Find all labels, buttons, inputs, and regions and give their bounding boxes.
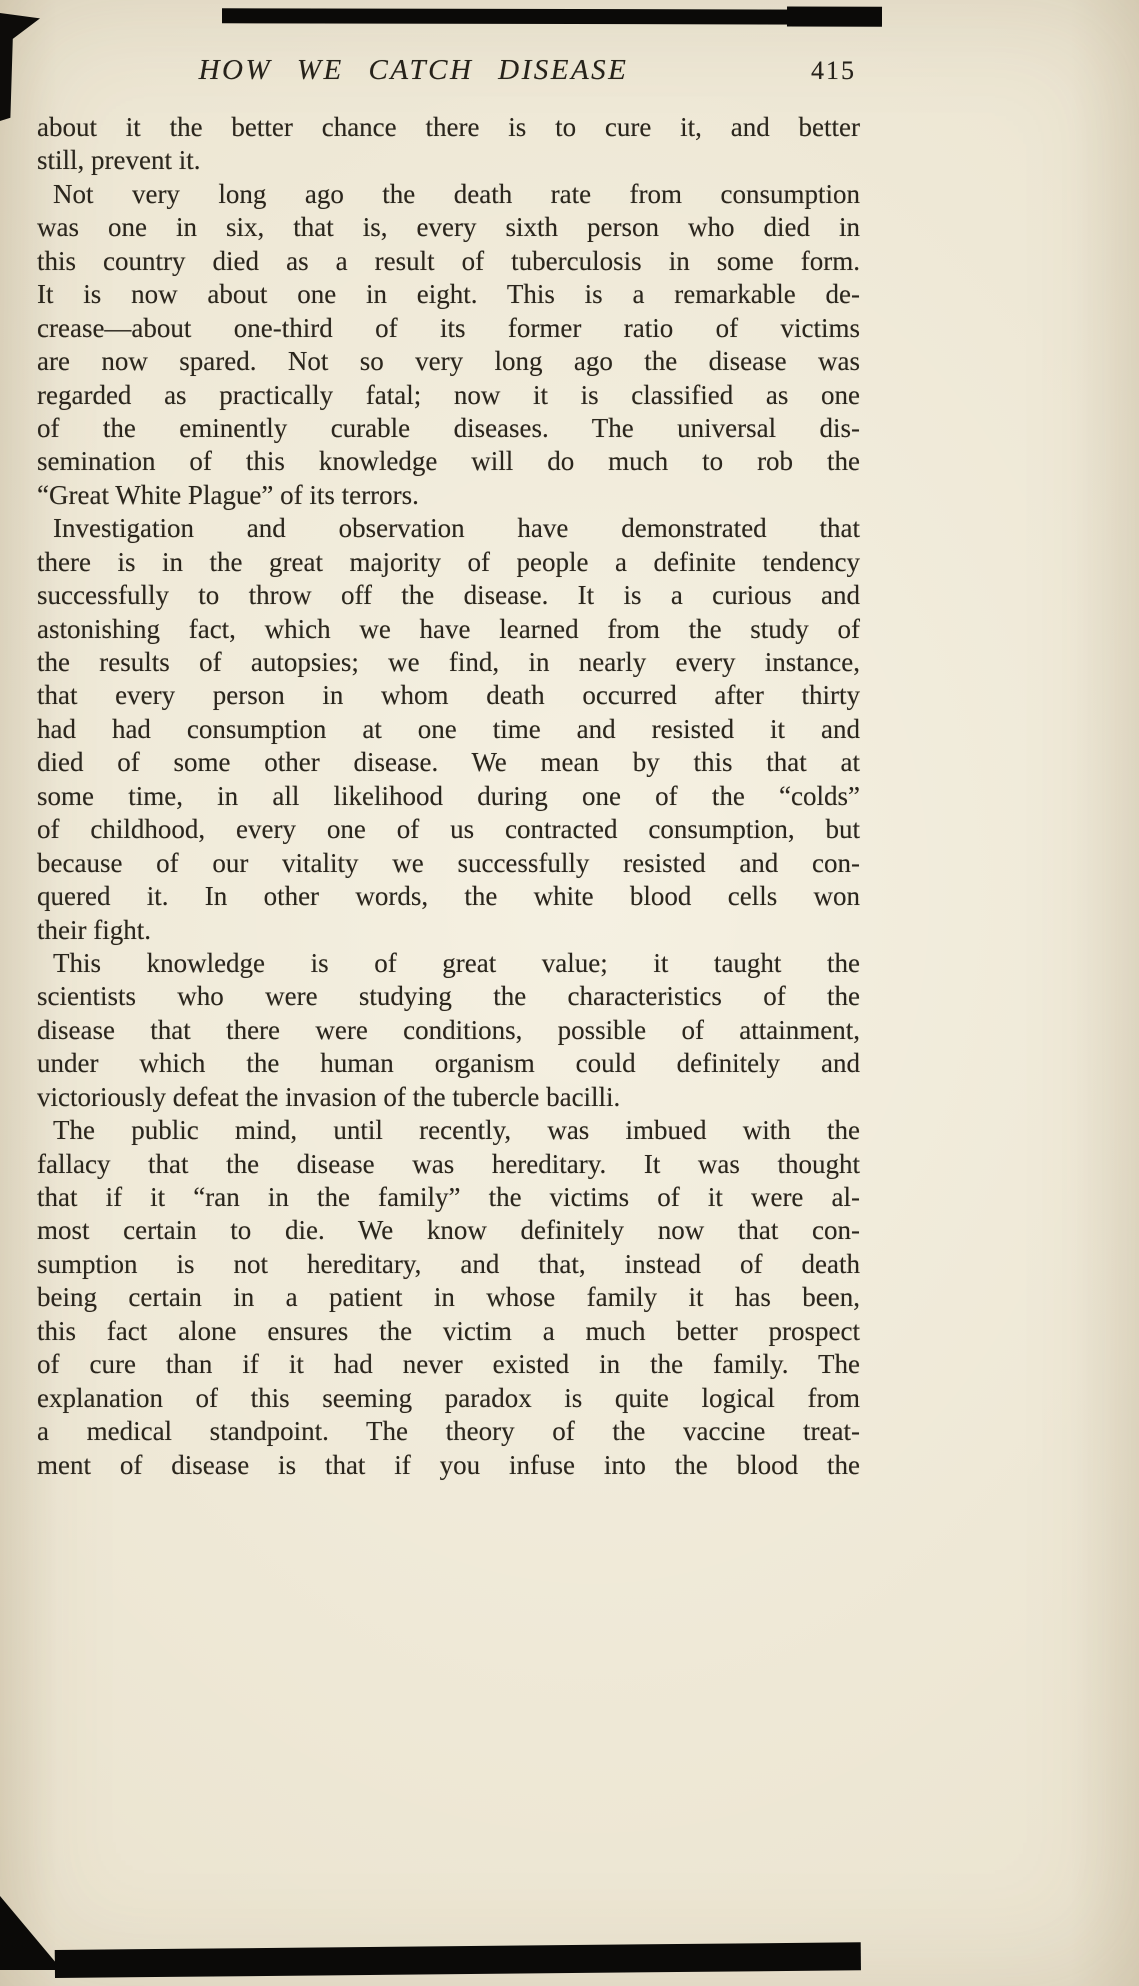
paragraph [37,178,860,512]
paragraph [37,947,860,1114]
text-line: disease that there were conditions, possible of attainment, [37,1014,860,1045]
text-line: that if it “ran in the family” the victims of it were al- [37,1182,860,1212]
page-number: 415 [811,56,856,85]
page-title: HOW WE CATCH DISEASE [198,54,629,86]
text-line: semination of this knowledge will do much to rob the [37,446,860,477]
paragraph [37,111,860,178]
text-line: Investigation and observation have demonstrated that [53,513,860,544]
text-line: that every person in whom death occurred after thirty [37,680,860,711]
running-header [37,54,860,94]
paragraph [37,512,860,947]
scan-bottom-bar [55,1942,861,1978]
text-line: this country died as a result of tuberculosis in some form. [37,245,860,276]
scan-top-left-mark [0,13,40,121]
text-line: quered it. In other words, the white blood cells won [37,881,860,912]
text-line: are now spared. Not so very long ago the disease was [37,346,860,377]
text-line: regarded as practically fatal; now it is classified as one [37,379,860,410]
text-line: under which the human organism could definitely and [37,1048,860,1079]
text-line: died of some other disease. We mean by this that at [37,747,860,778]
text-line: scientists who were studying the characteristics of the [37,981,860,1012]
paragraph [37,1114,860,1482]
text-line: The public mind, until recently, was imbued with the [53,1115,860,1146]
text-line: astonishing fact, which we have learned from the study of [37,613,860,644]
text-line: the results of autopsies; we find, in nearly every instance, [37,647,860,677]
text-line: victoriously defeat the invasion of the tubercle bacilli. [37,1081,621,1112]
text-line: successfully to throw off the disease. It is a curious and [37,580,860,611]
scan-top-bar [222,8,882,24]
text-line: their fight. [37,914,151,945]
text-line: fallacy that the disease was hereditary. It was thought [37,1148,860,1179]
text-line: about it the better chance there is to cure it, and better [37,112,860,142]
text-line: of cure than if it had never existed in the family. The [37,1349,860,1380]
text-line: this fact alone ensures the victim a much better prospect [37,1315,860,1346]
text-line: crease—about one-third of its former ratio of victims [37,312,860,343]
text-line: being certain in a patient in whose family it has been, [37,1282,860,1313]
text-line: there is in the great majority of people a definite tendency [37,546,860,577]
text-line: a medical standpoint. The theory of the vaccine treat- [37,1416,860,1447]
text-line: of the eminently curable diseases. The universal dis- [37,412,860,443]
text-line: sumption is not hereditary, and that, instead of death [37,1248,860,1279]
scan-bottom-left-mark [0,1896,62,1970]
text-line: still, prevent it. [37,145,201,176]
text-line: ment of disease is that if you infuse into the blood the [37,1449,860,1480]
text-line: of childhood, every one of us contracted consumption, but [37,814,860,845]
text-line: “Great White Plague” of its terrors. [37,479,419,510]
text-line: because of our vitality we successfully resisted and con- [37,847,860,878]
text-line: This knowledge is of great value; it taught the [53,947,860,978]
text-line: explanation of this seeming paradox is quite logical from [37,1382,860,1413]
text-line: some time, in all likelihood during one of the “colds” [37,780,860,811]
text-line: Not very long ago the death rate from consumption [53,178,860,209]
text-block [37,111,860,1482]
text-line: was one in six, that is, every sixth person who died in [37,212,860,243]
text-line: It is now about one in eight. This is a remarkable de- [37,279,860,310]
text-line: most certain to die. We know definitely now that con- [37,1215,860,1246]
text-line: had had consumption at one time and resisted it and [37,713,860,744]
